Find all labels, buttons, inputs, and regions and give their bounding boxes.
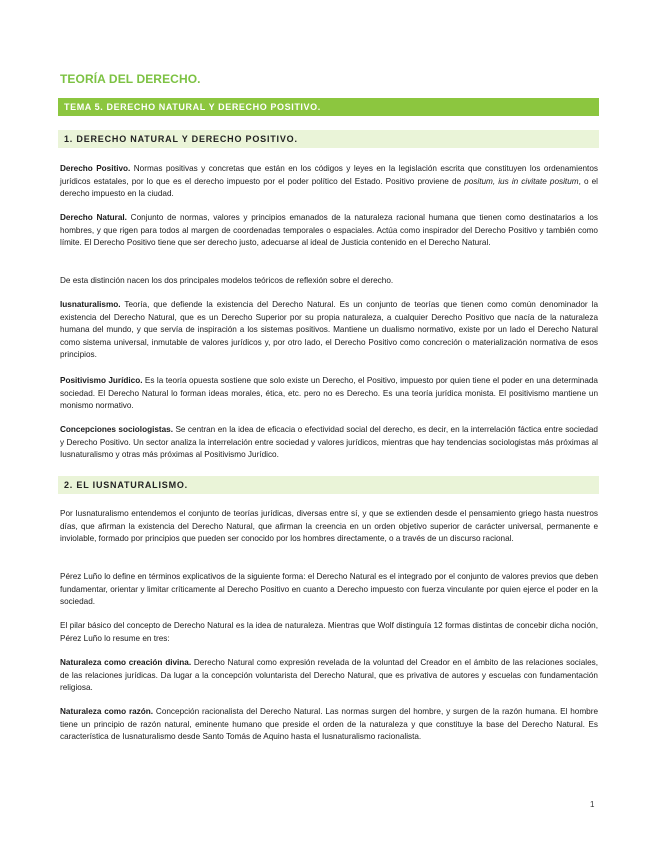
section-2-heading: 2. EL IUSNATURALISMO. [58, 476, 599, 494]
term-iusnaturalismo: Iusnaturalismo. [60, 300, 121, 309]
paragraph-text: Conjunto de normas, valores y principios emanados de la naturaleza racional humana que tienen como destinatarios a los hombres, y que rigen para todos al margen de coordenadas temporales o espaciales. Actúa como inspirador del Derecho Positivo y también como límite. El Derecho Positivo tiene que ser derecho justo, adecuarse al ideal de Justicia contenido en el Derecho Natural. [60, 213, 598, 248]
paragraph-positivismo [60, 375, 598, 413]
term-sociologistas: Concepciones sociologistas. [60, 425, 174, 434]
page-number: 1 [590, 800, 595, 809]
paragraph-text: Es la teoría opuesta sostiene que solo existe un Derecho, el Positivo, impuesto por quien tiene el poder en una determinada sociedad. El Derecho Natural lo forman ideas morales, ética, etc. pero no es Derecho. Es una teoría jurídica monista. El positivismo mantiene un monismo normativo. [60, 376, 598, 411]
paragraph-text: Teoría, que defiende la existencia del Derecho Natural. Es un conjunto de teorías que tienen como común denominador la existencia del Derecho Natural, que es un Derecho Superior por su propia naturaleza, a cualquier Derecho Positivo que nacía de la naturaleza humana del mundo, y que servía de inspiración a los sistemas positivos. Mantiene un dualismo normativo, existe por un lado el Derecho Natural como sistema universal, inmutable de valores jurídicos y, por otro lado, el Derecho Positivo como concreción o materialización normativa de esos principios. [60, 300, 598, 360]
paragraph-sociologistas [60, 424, 598, 462]
paragraph-distincion: De esta distinción nacen los dos principales modelos teóricos de reflexión sobre el derecho. [60, 276, 394, 285]
term-positivismo: Positivismo Jurídico. [60, 376, 143, 385]
latin-phrase: positum, ius in civitate positum [464, 176, 579, 186]
paragraph-text: Derecho Natural como expresión revelada de la voluntad del Creador en el ámbito de las relaciones sociales, de las relaciones jurídicas. Da lugar a la concepción voluntarista del Derecho Natural, que es privativa de autores y escuelas con fundamentación religiosa. [60, 658, 598, 693]
paragraph-derecho-positivo [60, 163, 598, 201]
paragraph-razon [60, 706, 598, 744]
paragraph-iusnaturalismo [60, 299, 598, 362]
paragraph-creacion-divina [60, 657, 598, 695]
term-creacion-divina: Naturaleza como creación divina. [60, 658, 192, 667]
term-razon: Naturaleza como razón. [60, 707, 154, 716]
document-title: TEORÍA DEL DERECHO. [60, 72, 201, 86]
paragraph-perez-luno: Pérez Luño lo define en términos explicativos de la siguiente forma: el Derecho Natural es el integrado por el conjunto de valores previos que deben fundamentar, orientar y limitar críticamente al Derecho Positivo en cuanto a Derecho impuesto con fuerza vinculante por quien ejerce el poder en la sociedad. [60, 572, 598, 607]
paragraph-derecho-natural [60, 212, 598, 250]
term-derecho-natural: Derecho Natural. [60, 213, 127, 222]
term-derecho-positivo: Derecho Positivo. [60, 164, 131, 173]
section-1-heading: 1. DERECHO NATURAL Y DERECHO POSITIVO. [58, 130, 599, 148]
topic-heading-bar: TEMA 5. DERECHO NATURAL Y DERECHO POSITIVO. [58, 98, 599, 116]
paragraph-pilar-basico: El pilar básico del concepto de Derecho Natural es la idea de naturaleza. Mientras que Wolf distinguía 12 formas distintas de concebir dicha noción, Pérez Luño lo resume en tres: [60, 621, 598, 643]
paragraph-text: Se centran en la idea de eficacia o efectividad social del derecho, es decir, en la interrelación fáctica entre sociedad y Derecho Positivo. Un sector analiza la interrelación entre sociedad y valores jurídicos, mientras que hay tendencias sociologistas más próximas al Iusnaturalismo y otras más próximas al Positivismo Jurídico. [60, 425, 598, 460]
paragraph-text: , o el derecho impuesto en la ciudad. [60, 176, 598, 199]
paragraph-text: Concepción racionalista del Derecho Natural. Las normas surgen del hombre, y surgen de la razón humana. El hombre tiene un principio de razón natural, eminente humano que preside el orden de la naturaleza y que constituye la base del Derecho Natural. Es característica de Iusnaturalismo desde Santo Tomás de Aquino hasta el Iusnaturalismo racionalista. [60, 707, 598, 742]
paragraph-iusnaturalismo-def: Por Iusnaturalismo entendemos el conjunto de teorías jurídicas, diversas entre sí, y que se extienden desde el pensamiento griego hasta nuestros días, que afirman la existencia del Derecho Natural, que afirman la creencia en un orden objetivo superior de carácter universal, permanente e inviolable, formado por principios que pueden ser conocido por los hombres directamente, o a través de un discurso racional. [60, 509, 598, 544]
paragraph-text: Normas positivas y concretas que están en los códigos y leyes en la legislación escrita que constituyen los ordenamientos jurídicos estatales, por lo que es el derecho impuesto por el poder político del Estado. Positivo proviene de [60, 164, 598, 186]
